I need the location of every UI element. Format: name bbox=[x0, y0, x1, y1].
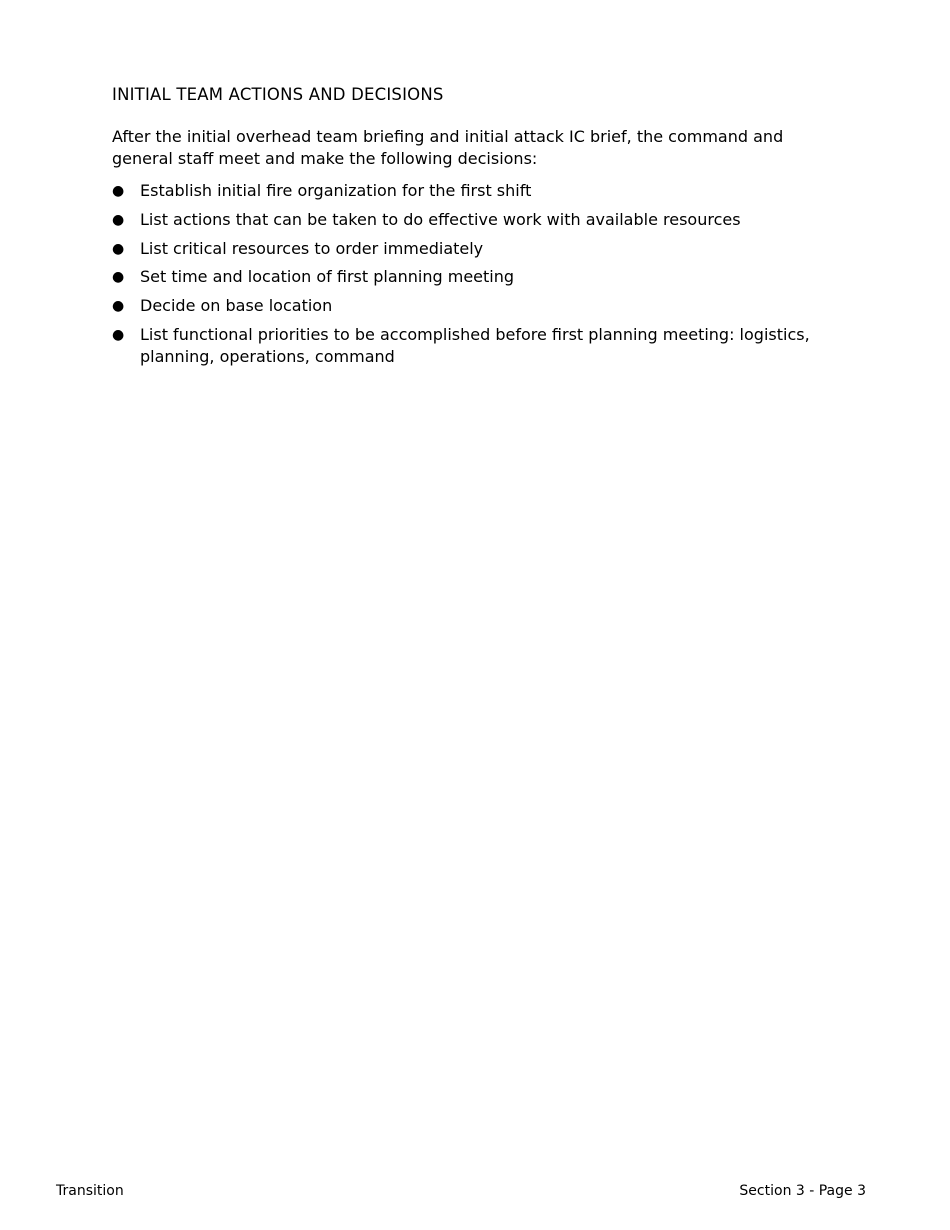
bullet-icon: ● bbox=[112, 211, 125, 228]
list-item-text: planning, operations, command bbox=[140, 346, 395, 366]
footer-page-number: Section 3 - Page 3 bbox=[739, 1183, 866, 1199]
list-item bbox=[112, 209, 842, 231]
bullet-icon: ● bbox=[112, 240, 125, 257]
decision-list bbox=[112, 180, 842, 375]
list-item bbox=[112, 295, 842, 317]
list-item-text: List functional priorities to be accomplished before first planning meeting: logistics, bbox=[140, 324, 810, 344]
intro-line: After the initial overhead team briefing and initial attack IC brief, the command and bbox=[112, 127, 784, 146]
list-item-text: Set time and location of first planning meeting bbox=[140, 267, 515, 287]
list-item bbox=[112, 238, 842, 260]
section-heading: INITIAL TEAM ACTIONS AND DECISIONS bbox=[112, 85, 444, 104]
list-item bbox=[112, 180, 842, 202]
bullet-icon: ● bbox=[112, 326, 125, 343]
bullet-icon: ● bbox=[112, 298, 125, 315]
intro-paragraph bbox=[112, 126, 832, 170]
list-item-text: List actions that can be taken to do effective work with available resources bbox=[140, 209, 741, 229]
list-item-text: Establish initial fire organization for the first shift bbox=[140, 181, 532, 200]
bullet-icon: ● bbox=[112, 183, 125, 199]
intro-line: general staff meet and make the following decisions: bbox=[112, 149, 538, 168]
list-item-text: Decide on base location bbox=[140, 296, 333, 316]
list-item bbox=[112, 324, 842, 368]
bullet-icon: ● bbox=[112, 269, 125, 286]
footer-section-name: Transition bbox=[56, 1183, 124, 1199]
list-item-text: List critical resources to order immediately bbox=[140, 238, 484, 258]
list-item bbox=[112, 266, 842, 288]
